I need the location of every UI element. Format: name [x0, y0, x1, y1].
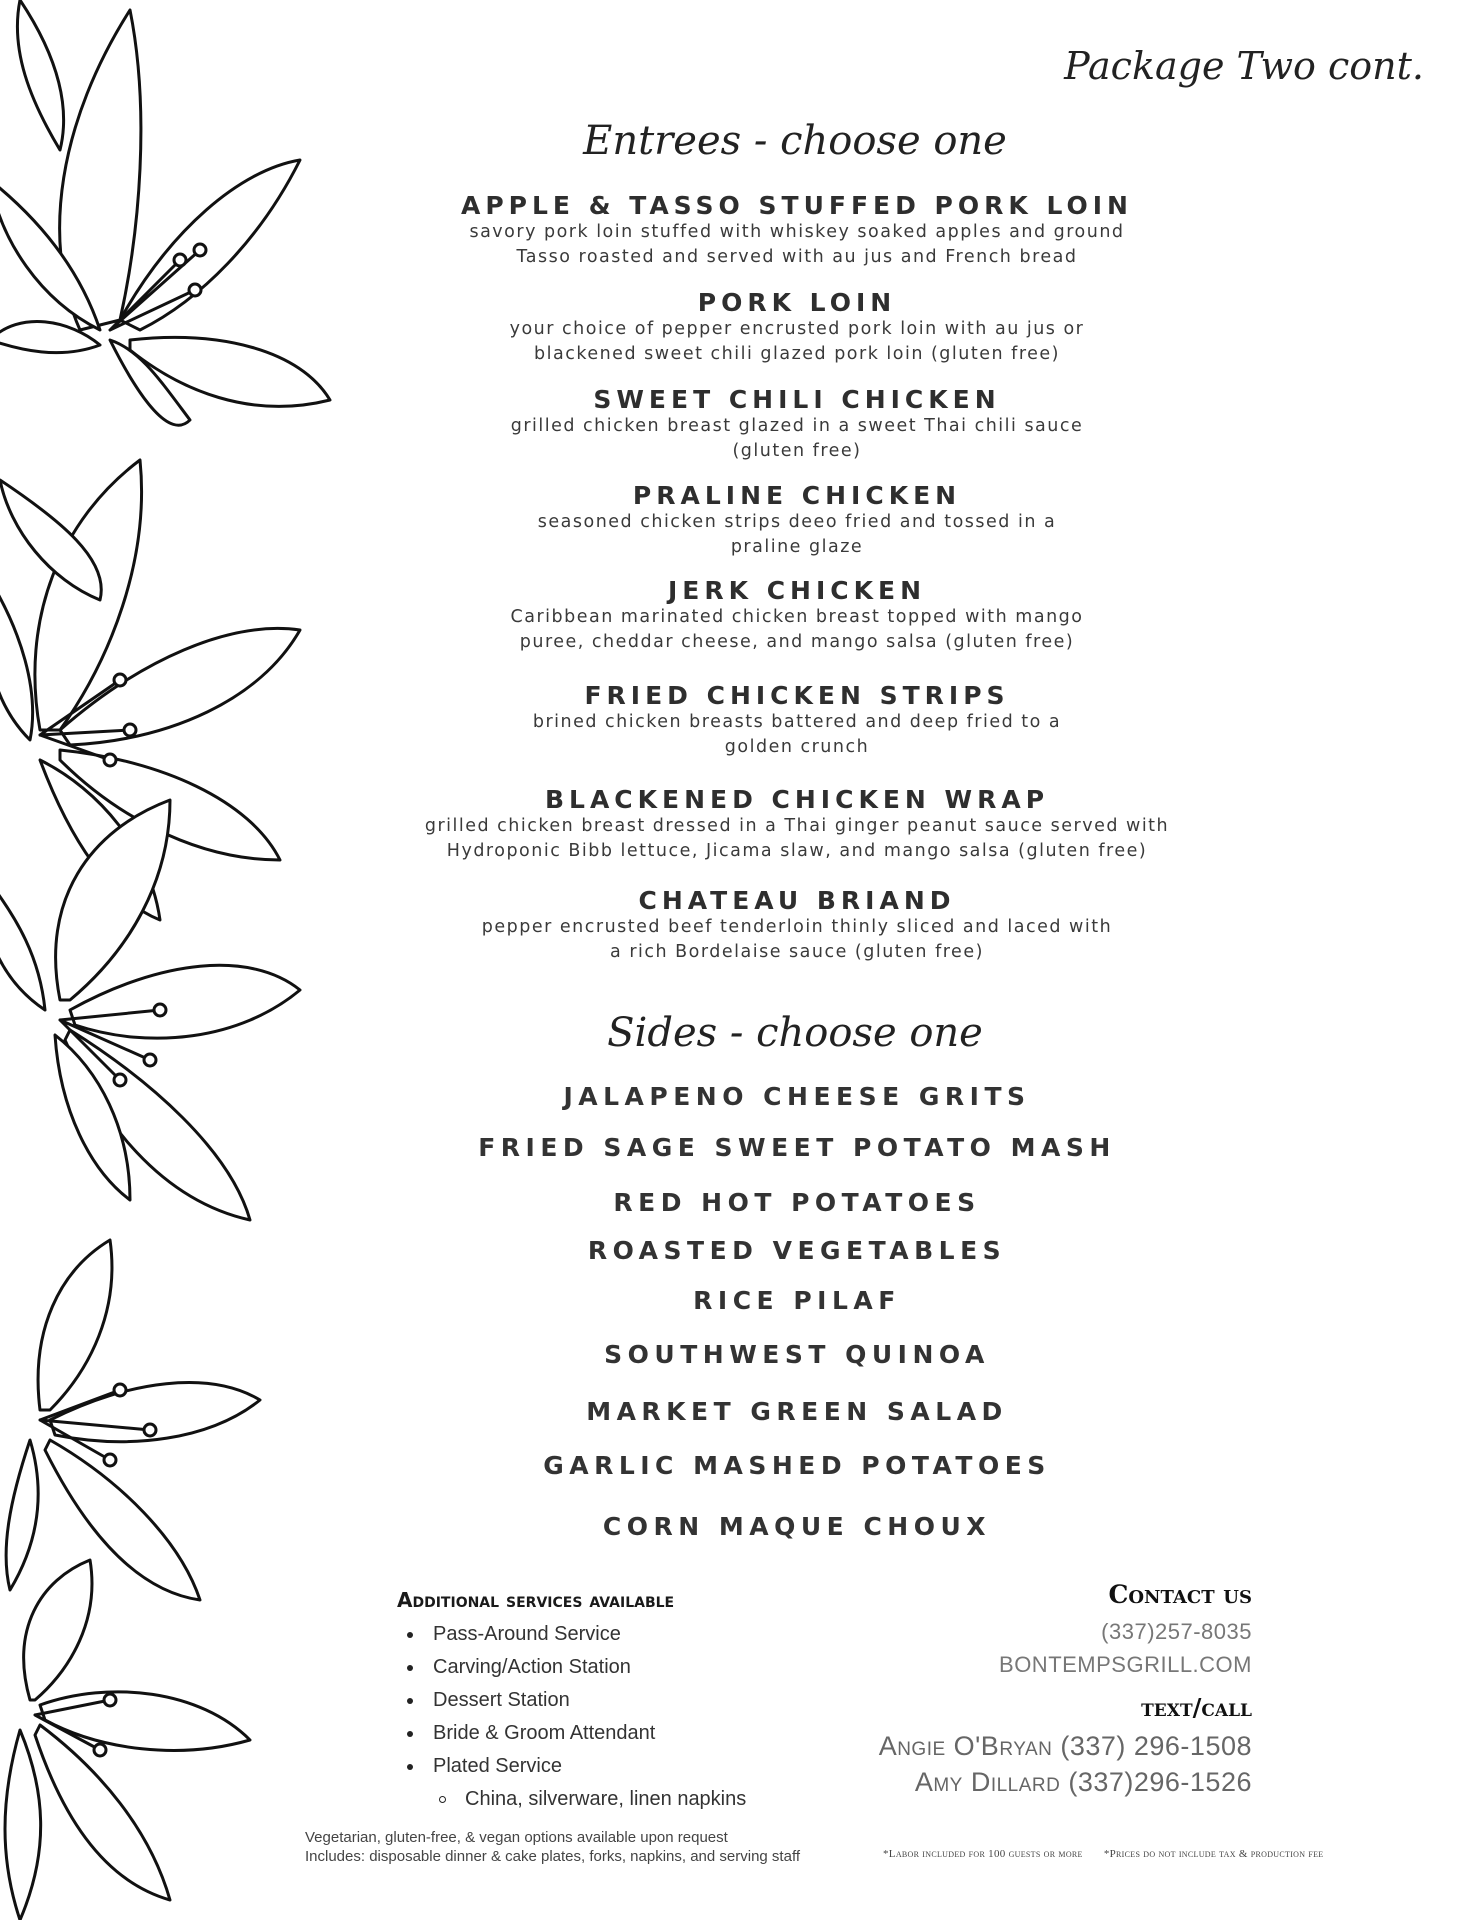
- entree-description: grilled chicken breast glazed in a sweet Thai chili sauce: [510, 416, 1084, 436]
- side-item: FRIED SAGE SWEET POTATO MASH: [478, 1133, 1116, 1162]
- entree-name: APPLE & TASSO STUFFED PORK LOIN: [461, 191, 1133, 220]
- footnote-line: Includes: disposable dinner & cake plates, forks, napkins, and serving staff: [305, 1848, 801, 1865]
- entree-description: seasoned chicken strips deeo fried and tossed in a: [537, 512, 1057, 532]
- side-item: ROASTED VEGETABLES: [587, 1236, 1007, 1265]
- side-item: JALAPENO CHEESE GRITS: [563, 1082, 1031, 1111]
- entree-name: BLACKENED CHICKEN WRAP: [544, 785, 1050, 814]
- service-item: Bride & Groom Attendant: [433, 1717, 857, 1750]
- services-title: Additional services available: [397, 1588, 675, 1612]
- entree-item: [372, 386, 1222, 464]
- contact-phone[interactable]: (337)257-8035: [1101, 1619, 1252, 1644]
- entree-description: savory pork loin stuffed with whiskey soaked apples and ground: [469, 222, 1125, 242]
- entree-description: a rich Bordelaise sauce (gluten free): [610, 942, 984, 962]
- entree-name: CHATEAU BRIAND: [638, 886, 956, 915]
- entree-description: Tasso roasted and served with au jus and French bread: [516, 247, 1078, 267]
- entree-description: blackened sweet chili glazed pork loin (gluten free): [534, 344, 1060, 364]
- textcall-heading: text/call: [1141, 1693, 1252, 1722]
- entree-name: JERK CHICKEN: [668, 576, 926, 605]
- entrees-heading: Entrees - choose one: [583, 118, 1007, 164]
- entree-name: SWEET CHILI CHICKEN: [593, 385, 1001, 414]
- entree-description: brined chicken breasts battered and deep fried to a: [532, 712, 1062, 732]
- side-item: RED HOT POTATOES: [613, 1188, 981, 1217]
- sides-heading: Sides - choose one: [607, 1010, 983, 1056]
- entree-description: Caribbean marinated chicken breast topped with mango: [510, 607, 1084, 627]
- fine-print-prices: *Prices do not include tax & production fee: [1103, 1848, 1324, 1860]
- side-item: RICE PILAF: [693, 1286, 901, 1315]
- entree-name: PRALINE CHICKEN: [632, 481, 962, 510]
- contact-website[interactable]: BONTEMPSGRILL.COM: [999, 1652, 1252, 1677]
- entree-description: puree, cheddar cheese, and mango salsa (gluten free): [519, 632, 1075, 652]
- entree-description: your choice of pepper encrusted pork loin with au jus or: [509, 319, 1085, 339]
- fine-print-labor: *Labor included for 100 guests or more: [883, 1848, 1083, 1860]
- entree-item: [372, 289, 1222, 367]
- side-item: MARKET GREEN SALAD: [586, 1397, 1008, 1426]
- entree-description: grilled chicken breast dressed in a Thai ginger peanut sauce served with: [424, 816, 1170, 836]
- service-sub-item: China, silverware, linen napkins: [465, 1783, 857, 1816]
- entree-item: [372, 887, 1222, 965]
- contact-person[interactable]: Angie O'Bryan (337) 296-1508: [878, 1731, 1252, 1761]
- service-item: Plated Service: [433, 1750, 857, 1783]
- contact-heading: Contact us: [1108, 1580, 1252, 1609]
- entree-description: pepper encrusted beef tenderloin thinly sliced and laced with: [481, 917, 1113, 937]
- fine-print: [883, 1848, 1342, 1860]
- lily-illustration: [0, 0, 380, 1920]
- additional-services: [397, 1588, 857, 1816]
- contact-block: [879, 1580, 1252, 1800]
- contact-person[interactable]: Amy Dillard (337)296-1526: [914, 1767, 1252, 1797]
- entree-description: Hydroponic Bibb lettuce, Jicama slaw, and mango salsa (gluten free): [446, 841, 1148, 861]
- entree-name: PORK LOIN: [697, 288, 897, 317]
- entree-description: praline glaze: [730, 537, 864, 557]
- side-item: GARLIC MASHED POTATOES: [543, 1451, 1051, 1480]
- entree-item: [372, 682, 1222, 760]
- entree-description: golden crunch: [724, 737, 870, 757]
- entree-name: FRIED CHICKEN STRIPS: [584, 681, 1010, 710]
- side-item: SOUTHWEST QUINOA: [604, 1340, 990, 1369]
- entree-item: [372, 786, 1222, 864]
- entree-item: [372, 482, 1222, 560]
- footnote-line: Vegetarian, gluten-free, & vegan options available upon request: [305, 1829, 728, 1846]
- service-item: Pass-Around Service: [433, 1618, 857, 1651]
- entree-description: (gluten free): [732, 441, 862, 461]
- service-item: Carving/Action Station: [433, 1651, 857, 1684]
- footnote: [305, 1828, 800, 1866]
- services-list: [397, 1618, 857, 1816]
- entree-item: [372, 577, 1222, 655]
- package-title: Package Two cont.: [1064, 44, 1424, 88]
- side-item: CORN MAQUE CHOUX: [602, 1512, 992, 1541]
- service-item: Dessert Station: [433, 1684, 857, 1717]
- entree-item: [372, 192, 1222, 270]
